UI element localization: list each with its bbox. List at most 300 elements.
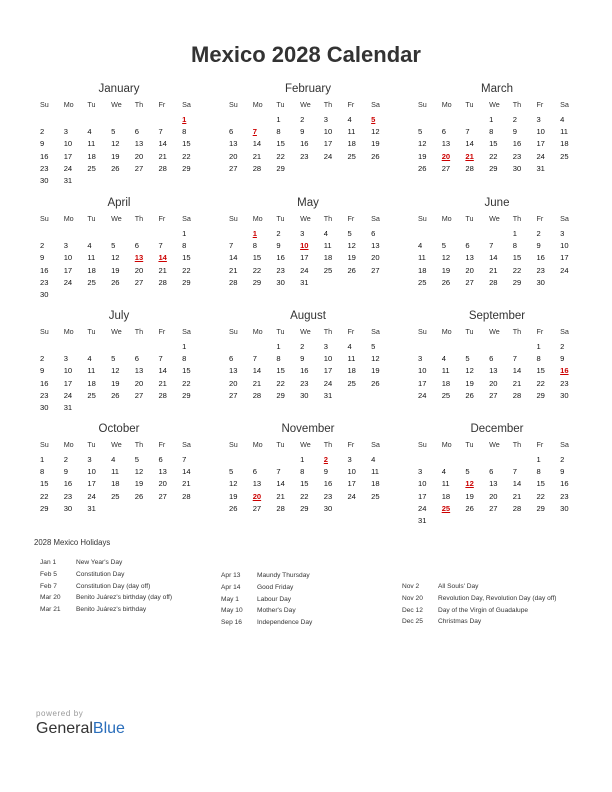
day-cell: 25 xyxy=(347,151,356,161)
month-name: February xyxy=(284,83,332,95)
day-cell: 9 xyxy=(276,241,281,251)
weekday-header: Sa xyxy=(560,327,569,336)
holiday-name: Benito Juárez's birthday xyxy=(76,606,147,614)
day-cell: 26 xyxy=(347,265,356,275)
day-cell: 14 xyxy=(489,253,498,263)
day-cell: 1 xyxy=(536,455,541,464)
day-cell: 6 xyxy=(465,241,470,251)
weekday-header: We xyxy=(300,214,311,223)
weekday-header: Mo xyxy=(252,440,263,449)
day-cell: 28 xyxy=(158,163,167,173)
day-cell: 4 xyxy=(87,354,92,364)
day-cell: 28 xyxy=(252,390,262,400)
day-cell: 15 xyxy=(276,366,285,376)
empty-cell xyxy=(107,341,131,353)
day-cell: 1 xyxy=(276,342,281,351)
day-cell: 14 xyxy=(158,366,167,376)
day-cell: 12 xyxy=(347,241,356,251)
day-cell: 7 xyxy=(252,354,257,364)
day-cell: 6 xyxy=(441,127,446,137)
month-march xyxy=(414,82,580,175)
weekday-header: Sa xyxy=(182,214,191,223)
weekday-header: Fr xyxy=(347,327,355,336)
brand-general: General xyxy=(36,720,93,737)
day-cell: 18 xyxy=(111,479,120,489)
holiday-name: Benito Juárez's birthday (day off) xyxy=(76,594,173,602)
day-cell: 14 xyxy=(276,479,285,489)
day-cell: 7 xyxy=(182,455,187,464)
holiday-date: May 10 xyxy=(221,607,243,615)
empty-cell xyxy=(83,228,107,240)
day-cell: 9 xyxy=(560,354,565,364)
day-cell: 12 xyxy=(371,354,380,364)
day-cell: 9 xyxy=(300,127,305,137)
day-cell: 4 xyxy=(560,115,565,124)
day-cell: 25 xyxy=(347,378,356,388)
holiday-day: 25 xyxy=(441,503,451,513)
day-cell: 31 xyxy=(63,402,73,412)
day-cell: 22 xyxy=(300,491,309,501)
month-days xyxy=(414,323,580,402)
day-cell: 2 xyxy=(63,455,68,464)
weekday-header: Sa xyxy=(560,214,569,223)
day-cell: 7 xyxy=(158,127,163,137)
empty-cell xyxy=(461,114,485,126)
weekday-header: Th xyxy=(134,214,144,223)
day-cell: 23 xyxy=(536,265,545,275)
holiday-item xyxy=(221,594,381,606)
day-cell: 23 xyxy=(40,277,49,287)
weekday-header: Mo xyxy=(63,214,74,223)
empty-cell xyxy=(131,114,155,126)
day-cell: 12 xyxy=(371,127,380,137)
empty-cell xyxy=(60,341,84,353)
day-cell: 23 xyxy=(512,151,522,161)
day-cell: 8 xyxy=(252,241,257,251)
day-cell: 29 xyxy=(182,163,191,173)
day-cell: 25 xyxy=(371,491,380,501)
day-cell: 12 xyxy=(418,139,427,149)
day-cell: 21 xyxy=(512,491,522,501)
day-cell: 26 xyxy=(465,503,474,513)
holiday-name: All Souls' Day xyxy=(438,583,479,590)
weekday-header: Th xyxy=(512,100,522,109)
weekday-header: Fr xyxy=(158,100,166,109)
day-cell: 18 xyxy=(560,139,569,149)
day-cell: 14 xyxy=(182,467,191,477)
weekday-header: Tu xyxy=(276,327,285,336)
day-cell: 9 xyxy=(323,467,328,477)
day-cell: 11 xyxy=(371,467,380,477)
day-cell: 5 xyxy=(111,127,116,137)
day-cell: 19 xyxy=(441,265,451,275)
day-cell: 3 xyxy=(418,354,423,364)
day-cell: 9 xyxy=(40,253,45,263)
weekday-header: Th xyxy=(323,327,333,336)
holiday-name: New Year's Day xyxy=(76,559,123,566)
day-cell: 23 xyxy=(40,390,49,400)
day-cell: 9 xyxy=(63,467,68,477)
day-cell: 8 xyxy=(300,467,305,477)
day-cell: 3 xyxy=(323,342,328,351)
weekday-header: Tu xyxy=(87,214,96,223)
day-cell: 7 xyxy=(489,241,494,251)
day-cell: 6 xyxy=(489,354,494,364)
day-cell: 24 xyxy=(63,390,73,400)
day-cell: 25 xyxy=(87,277,96,287)
weekday-header: Tu xyxy=(276,100,285,109)
day-cell: 18 xyxy=(347,366,356,376)
day-cell: 7 xyxy=(229,241,234,251)
weekday-header: Th xyxy=(512,440,522,449)
weekday-header: Sa xyxy=(371,214,380,223)
day-cell: 25 xyxy=(111,491,120,501)
weekday-header: Fr xyxy=(158,440,166,449)
weekday-header: Sa xyxy=(371,440,380,449)
day-cell: 21 xyxy=(158,265,167,275)
holiday-date: Nov 2 xyxy=(402,583,420,590)
day-cell: 18 xyxy=(371,479,380,489)
day-cell: 1 xyxy=(40,455,45,464)
day-cell: 24 xyxy=(418,390,427,400)
day-cell: 13 xyxy=(465,253,474,263)
day-cell: 2 xyxy=(560,342,565,351)
day-cell: 14 xyxy=(512,479,522,489)
day-cell: 29 xyxy=(276,163,285,173)
day-cell: 27 xyxy=(158,491,167,501)
day-cell: 31 xyxy=(63,175,73,185)
day-cell: 10 xyxy=(323,127,333,137)
empty-cell xyxy=(131,341,155,353)
empty-cell xyxy=(414,341,438,353)
day-cell: 3 xyxy=(536,115,541,124)
day-cell: 21 xyxy=(229,265,238,275)
weekday-header: Tu xyxy=(87,100,96,109)
day-cell: 9 xyxy=(512,127,517,137)
weekday-header: We xyxy=(300,440,311,449)
month-days xyxy=(414,436,580,527)
day-cell: 2 xyxy=(536,229,541,238)
weekday-header: We xyxy=(300,100,311,109)
weekday-header: We xyxy=(111,327,122,336)
empty-cell xyxy=(414,454,438,466)
day-cell: 15 xyxy=(252,253,262,263)
day-cell: 25 xyxy=(323,265,333,275)
day-cell: 18 xyxy=(347,139,356,149)
day-cell: 13 xyxy=(441,139,451,149)
day-cell: 15 xyxy=(489,139,498,149)
day-cell: 29 xyxy=(300,503,309,513)
holiday-item xyxy=(221,605,381,617)
weekday-header: Su xyxy=(418,440,427,449)
weekday-header: Fr xyxy=(158,214,166,223)
day-cell: 13 xyxy=(134,366,144,376)
weekday-header: Fr xyxy=(347,214,355,223)
month-january xyxy=(36,82,202,187)
weekday-header: Th xyxy=(134,440,144,449)
day-cell: 30 xyxy=(560,390,569,400)
day-cell: 21 xyxy=(512,378,522,388)
day-cell: 11 xyxy=(87,139,96,149)
page-title: Mexico 2028 Calendar xyxy=(191,42,421,67)
day-cell: 8 xyxy=(182,127,187,137)
month-name: April xyxy=(107,197,131,209)
day-cell: 9 xyxy=(40,139,45,149)
day-cell: 29 xyxy=(489,163,498,173)
weekday-header: Tu xyxy=(87,327,96,336)
weekday-header: We xyxy=(489,440,500,449)
day-cell: 16 xyxy=(40,151,49,161)
day-cell: 24 xyxy=(323,151,333,161)
day-cell: 11 xyxy=(111,467,119,477)
day-cell: 20 xyxy=(465,265,474,275)
day-cell: 3 xyxy=(63,241,68,251)
day-cell: 4 xyxy=(87,127,92,137)
day-cell: 22 xyxy=(182,151,191,161)
day-cell: 8 xyxy=(182,354,187,364)
day-cell: 16 xyxy=(300,366,309,376)
day-cell: 16 xyxy=(536,253,545,263)
weekday-header: Su xyxy=(418,327,427,336)
day-cell: 1 xyxy=(536,342,541,351)
weekday-header: Mo xyxy=(63,440,74,449)
holiday-day: 20 xyxy=(441,151,451,161)
holiday-day: 13 xyxy=(134,253,144,263)
empty-cell xyxy=(60,228,84,240)
empty-cell xyxy=(60,114,84,126)
day-cell: 5 xyxy=(465,354,470,364)
day-cell: 17 xyxy=(300,253,309,263)
day-cell: 21 xyxy=(158,151,167,161)
day-cell: 26 xyxy=(371,151,380,161)
empty-cell xyxy=(83,341,107,353)
weekday-header: Th xyxy=(134,100,144,109)
day-cell: 14 xyxy=(158,139,167,149)
day-cell: 16 xyxy=(512,139,522,149)
empty-cell xyxy=(485,228,509,240)
day-cell: 16 xyxy=(560,479,569,489)
empty-cell xyxy=(249,341,273,353)
holiday-date: Dec 12 xyxy=(402,606,423,614)
empty-cell xyxy=(461,341,485,353)
day-cell: 10 xyxy=(418,366,427,376)
month-december xyxy=(414,422,580,527)
day-cell: 15 xyxy=(276,139,285,149)
month-april xyxy=(36,196,202,301)
day-cell: 20 xyxy=(371,253,380,263)
day-cell: 20 xyxy=(134,265,144,275)
month-august xyxy=(225,309,391,402)
empty-cell xyxy=(83,114,107,126)
day-cell: 12 xyxy=(134,467,144,477)
day-cell: 17 xyxy=(347,479,356,489)
month-days xyxy=(225,323,391,402)
day-cell: 26 xyxy=(134,491,144,501)
holiday-item xyxy=(40,592,200,604)
day-cell: 27 xyxy=(252,503,262,513)
weekday-header: Su xyxy=(418,100,427,109)
day-cell: 27 xyxy=(371,265,380,275)
day-cell: 22 xyxy=(512,265,522,275)
holidays-heading: 2028 Mexico Holidays xyxy=(34,538,111,547)
holiday-column xyxy=(402,581,577,628)
day-cell: 19 xyxy=(347,253,356,263)
holiday-name: Christmas Day xyxy=(438,618,482,626)
weekday-header: Th xyxy=(512,327,522,336)
day-cell: 4 xyxy=(418,241,423,251)
holiday-column xyxy=(40,557,200,616)
day-cell: 11 xyxy=(323,241,332,251)
day-cell: 27 xyxy=(229,163,238,173)
day-cell: 25 xyxy=(87,163,96,173)
day-cell: 18 xyxy=(441,491,451,501)
day-cell: 18 xyxy=(441,378,451,388)
day-cell: 5 xyxy=(441,241,446,251)
day-cell: 22 xyxy=(252,265,262,275)
day-cell: 24 xyxy=(300,265,309,275)
day-cell: 24 xyxy=(536,151,545,161)
weekday-header: We xyxy=(111,214,122,223)
day-cell: 16 xyxy=(300,139,309,149)
day-cell: 30 xyxy=(40,402,49,412)
day-cell: 15 xyxy=(300,479,309,489)
empty-cell xyxy=(154,228,178,240)
day-cell: 25 xyxy=(87,390,96,400)
day-cell: 16 xyxy=(63,479,73,489)
empty-cell xyxy=(249,454,273,466)
holiday-column xyxy=(221,570,381,629)
day-cell: 31 xyxy=(536,163,545,173)
day-cell: 11 xyxy=(418,253,426,263)
day-cell: 30 xyxy=(323,503,333,513)
day-cell: 13 xyxy=(229,366,238,376)
day-cell: 22 xyxy=(40,491,49,501)
day-cell: 2 xyxy=(512,115,517,124)
day-cell: 21 xyxy=(182,479,191,489)
day-cell: 27 xyxy=(441,163,451,173)
day-cell: 9 xyxy=(40,366,45,376)
empty-cell xyxy=(225,114,249,126)
day-cell: 17 xyxy=(87,479,96,489)
day-cell: 4 xyxy=(441,467,446,477)
brand-logo xyxy=(36,720,125,738)
month-name: November xyxy=(281,423,335,435)
day-cell: 26 xyxy=(111,163,120,173)
day-cell: 26 xyxy=(111,390,120,400)
day-cell: 3 xyxy=(63,354,68,364)
day-cell: 12 xyxy=(229,479,238,489)
month-october xyxy=(36,422,202,515)
month-name: August xyxy=(290,310,326,322)
day-cell: 19 xyxy=(418,151,427,161)
empty-cell xyxy=(225,228,249,240)
holiday-day: 7 xyxy=(252,127,257,137)
day-cell: 23 xyxy=(40,163,49,173)
weekday-header: Su xyxy=(229,327,238,336)
empty-cell xyxy=(485,341,509,353)
month-days xyxy=(414,96,580,175)
day-cell: 29 xyxy=(182,390,191,400)
empty-cell xyxy=(225,341,249,353)
day-cell: 28 xyxy=(229,277,238,287)
day-cell: 20 xyxy=(229,378,238,388)
empty-cell xyxy=(36,114,60,126)
holiday-name: Good Friday xyxy=(257,583,294,591)
day-cell: 31 xyxy=(418,515,427,525)
day-cell: 29 xyxy=(182,277,191,287)
day-cell: 22 xyxy=(536,491,545,501)
empty-cell xyxy=(461,454,485,466)
day-cell: 4 xyxy=(323,229,328,238)
day-cell: 2 xyxy=(40,127,45,137)
day-cell: 3 xyxy=(63,127,68,137)
day-cell: 12 xyxy=(111,139,120,149)
weekday-header: Mo xyxy=(441,440,452,449)
day-cell: 17 xyxy=(418,491,427,501)
holiday-day: 2 xyxy=(323,455,328,464)
day-cell: 18 xyxy=(418,265,427,275)
holiday-name: Mother's Day xyxy=(257,607,296,615)
month-name: July xyxy=(108,310,130,322)
holiday-item xyxy=(221,570,381,582)
month-name: May xyxy=(297,197,319,209)
holiday-date: Mar 20 xyxy=(40,594,61,602)
holiday-item xyxy=(402,605,577,617)
day-cell: 10 xyxy=(323,354,333,364)
day-cell: 3 xyxy=(300,229,305,238)
day-cell: 27 xyxy=(134,277,144,287)
day-cell: 12 xyxy=(111,253,120,263)
day-cell: 30 xyxy=(300,390,309,400)
day-cell: 5 xyxy=(111,354,116,364)
day-cell: 24 xyxy=(63,277,73,287)
day-cell: 7 xyxy=(158,241,163,251)
weekday-header: Sa xyxy=(182,100,191,109)
day-cell: 27 xyxy=(465,277,474,287)
day-cell: 6 xyxy=(252,467,257,477)
empty-cell xyxy=(438,341,462,353)
weekday-header: Th xyxy=(134,327,144,336)
month-name: March xyxy=(481,83,513,95)
day-cell: 28 xyxy=(276,503,285,513)
weekday-header: Sa xyxy=(182,327,191,336)
weekday-header: Fr xyxy=(536,440,544,449)
month-days xyxy=(225,96,391,175)
day-cell: 15 xyxy=(182,253,191,263)
holiday-item xyxy=(40,569,200,581)
day-cell: 24 xyxy=(87,491,96,501)
day-cell: 7 xyxy=(158,354,163,364)
month-name: September xyxy=(468,310,526,322)
day-cell: 26 xyxy=(465,390,474,400)
day-cell: 28 xyxy=(489,277,498,287)
day-cell: 12 xyxy=(465,366,474,376)
weekday-header: Th xyxy=(512,214,522,223)
empty-cell xyxy=(509,341,533,353)
day-cell: 25 xyxy=(441,390,451,400)
day-cell: 14 xyxy=(229,253,238,263)
holiday-day: 16 xyxy=(560,366,569,376)
weekday-header: Th xyxy=(323,214,333,223)
day-cell: 28 xyxy=(465,163,474,173)
month-july xyxy=(36,309,202,414)
month-days xyxy=(225,436,391,515)
weekday-header: Su xyxy=(40,214,49,223)
holiday-day: 1 xyxy=(252,229,257,238)
day-cell: 15 xyxy=(40,479,49,489)
day-cell: 20 xyxy=(229,151,238,161)
day-cell: 13 xyxy=(134,139,144,149)
